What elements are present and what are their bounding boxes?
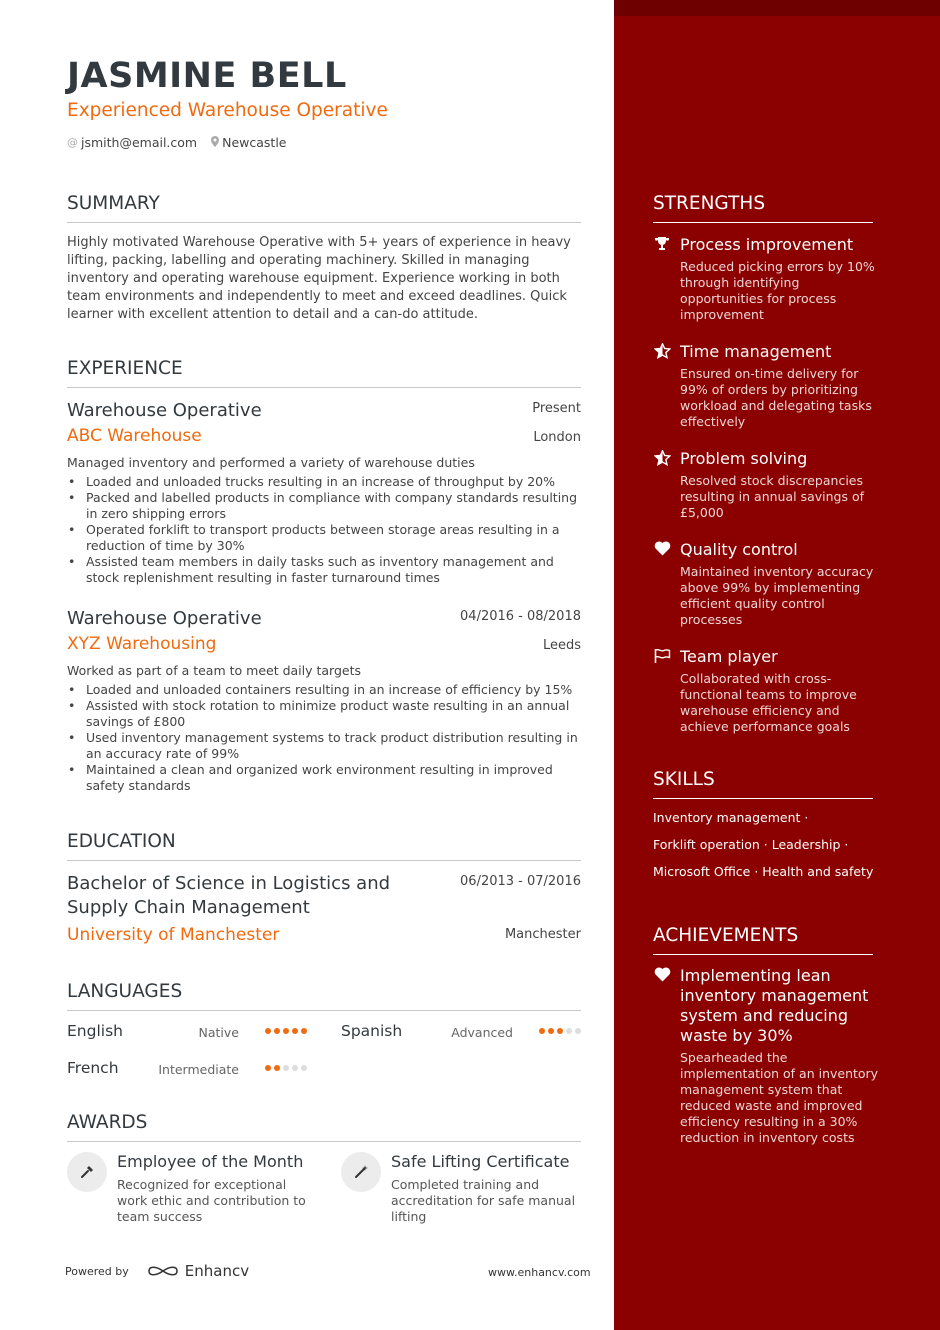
footer-url[interactable]: www.enhancv.com	[488, 1266, 591, 1279]
skill-row: Forklift operation · Leadership ·	[653, 837, 849, 852]
wand-icon	[341, 1152, 381, 1192]
job-company: XYZ Warehousing	[67, 634, 217, 654]
strength-description: Reduced picking errors by 10% through identifying opportunities for process improvement	[680, 259, 875, 322]
job-bullet: • Maintained a clean and organized work environment resulting in improved safety standards	[67, 762, 581, 794]
sidebar-top-band	[614, 0, 940, 16]
awards-heading: AWARDS	[67, 1112, 581, 1142]
job-date: Present	[532, 401, 581, 416]
skills-list	[653, 810, 893, 891]
job-bullet: • Loaded and unloaded trucks resulting in an increase of throughput by 20%	[67, 474, 581, 490]
heart-icon	[653, 541, 671, 560]
edu-degree: Bachelor of Science in Logistics and Supply Chain Management	[67, 873, 391, 918]
award-title: Safe Lifting Certificate	[391, 1152, 570, 1171]
strength-description: Resolved stock discrepancies resulting in annual savings of £5,000	[680, 473, 865, 520]
job-bullet: • Assisted with stock rotation to minimize product waste resulting in an annual savings of £800	[67, 698, 581, 730]
language-name: English	[67, 1022, 123, 1040]
rating-dot-empty	[292, 1065, 298, 1071]
language-rating	[539, 1028, 581, 1034]
strength-description: Maintained inventory accuracy above 99% by implementing efficient quality control processes	[680, 564, 874, 627]
rating-dot-filled	[301, 1028, 307, 1034]
edu-date: 06/2013 - 07/2016	[460, 874, 581, 889]
rating-dot-filled	[557, 1028, 563, 1034]
rating-dot-filled	[283, 1028, 289, 1034]
rating-dot-filled	[539, 1028, 545, 1034]
job-company: ABC Warehouse	[67, 426, 202, 446]
experience-heading: EXPERIENCE	[67, 358, 581, 388]
job-bullet: • Operated forklift to transport products between storage areas resulting in a reduction of time by 30%	[67, 522, 581, 554]
skill-row: Microsoft Office · Health and safety	[653, 864, 874, 879]
achievement-item	[653, 966, 883, 1146]
strength-title: Process improvement	[680, 235, 854, 254]
achievement-description: Spearheaded the implementation of an inventory management system that reduced waste and improved efficiency resulting in a 30% reduction in inventory costs	[680, 1050, 879, 1145]
achievement-title: Implementing lean inventory management system and reducing waste by 30%	[680, 966, 869, 1045]
candidate-title: Experienced Warehouse Operative	[67, 100, 388, 121]
strength-item	[653, 235, 883, 323]
footer-branding	[65, 1262, 249, 1280]
award-item	[341, 1152, 581, 1225]
flag-icon	[653, 648, 671, 668]
rating-dot-filled	[274, 1028, 280, 1034]
enhancv-logo[interactable]	[147, 1262, 249, 1280]
achievements-heading: ACHIEVEMENTS	[653, 925, 873, 955]
strength-title: Team player	[680, 647, 778, 666]
strengths-heading: STRENGTHS	[653, 193, 873, 223]
language-rating	[265, 1065, 307, 1071]
location-pin-icon	[211, 136, 219, 150]
language-name: Spanish	[341, 1022, 403, 1040]
skill-row: Inventory management ·	[653, 810, 809, 825]
location-text: Newcastle	[222, 135, 287, 150]
rating-dot-empty	[301, 1065, 307, 1071]
job-bullet: • Used inventory management systems to track product distribution resulting in an accuracy rate of 99%	[67, 730, 581, 762]
star-half-icon	[653, 343, 671, 363]
summary-heading: SUMMARY	[67, 193, 581, 223]
strength-description: Ensured on-time delivery for 99% of orders by prioritizing workload and delegating tasks effectively	[680, 366, 872, 429]
trophy-icon	[653, 236, 671, 256]
at-icon: @	[67, 136, 78, 149]
rating-dot-filled	[265, 1065, 271, 1071]
sidebar-column	[614, 0, 940, 1330]
language-item	[67, 1022, 307, 1042]
strength-title: Quality control	[680, 540, 798, 559]
language-item	[67, 1059, 307, 1079]
strength-item	[653, 449, 883, 521]
award-description: Recognized for exceptional work ethic and contribution to team success	[117, 1177, 306, 1224]
language-rating	[265, 1028, 307, 1034]
job-bullet: • Packed and labelled products in compliance with company standards resulting in zero shipping errors	[67, 490, 581, 522]
rating-dot-empty	[566, 1028, 572, 1034]
language-level: Advanced	[451, 1025, 513, 1040]
language-name: French	[67, 1059, 119, 1077]
job-location: London	[533, 430, 581, 445]
job-bullet: • Loaded and unloaded containers resulting in an increase of efficiency by 15%	[67, 682, 581, 698]
edu-location: Manchester	[504, 927, 581, 942]
star-half-icon	[653, 450, 671, 470]
language-item	[341, 1022, 581, 1042]
job-location: Leeds	[542, 638, 581, 653]
brand-name: Enhancv	[184, 1262, 250, 1280]
email-text: jsmith@email.com	[81, 135, 198, 150]
language-level: Intermediate	[158, 1062, 239, 1077]
job-date: 04/2016 - 08/2018	[460, 609, 581, 624]
rating-dot-filled	[274, 1065, 280, 1071]
contact-row	[67, 135, 286, 150]
rating-dot-empty	[575, 1028, 581, 1034]
experience-entry	[67, 608, 581, 794]
skills-heading: SKILLS	[653, 769, 873, 799]
languages-heading: LANGUAGES	[67, 981, 581, 1011]
job-description: Managed inventory and performed a variety of warehouse duties	[67, 455, 475, 470]
rating-dot-filled	[292, 1028, 298, 1034]
candidate-name: JASMINE BELL	[67, 56, 347, 96]
award-description: Completed training and accreditation for safe manual lifting	[391, 1177, 576, 1224]
edu-school: University of Manchester	[67, 925, 280, 945]
summary-text: Highly motivated Warehouse Operative with 5+ years of experience in heavy lifting, packing, labelling and operating machinery. Skilled in managing inventory and operating warehouse equipment. Experience working in both team environments and independently to meet and exceed deadlines. Quick learner with excellent attention to detail and a can-do attitude.	[67, 235, 571, 322]
strength-description: Collaborated with cross-functional teams to improve warehouse efficiency and achieve performance goals	[680, 671, 857, 734]
experience-entry	[67, 400, 581, 586]
education-entry	[67, 872, 581, 945]
job-bullet: • Assisted team members in daily tasks such as inventory management and stock replenishment resulting in faster turnaround times	[67, 554, 581, 586]
rating-dot-empty	[283, 1065, 289, 1071]
enhancv-logo-icon	[147, 1263, 179, 1279]
strength-item	[653, 540, 883, 628]
heart-icon	[653, 967, 671, 986]
powered-by-text: Powered by	[65, 1264, 129, 1278]
strength-title: Problem solving	[680, 449, 808, 468]
strength-item	[653, 342, 883, 430]
job-description: Worked as part of a team to meet daily targets	[67, 663, 362, 678]
job-role: Warehouse Operative	[67, 608, 262, 629]
hammer-icon	[67, 1152, 107, 1192]
award-title: Employee of the Month	[117, 1152, 304, 1171]
strength-title: Time management	[680, 342, 832, 361]
strength-item	[653, 647, 883, 735]
job-bullets	[67, 474, 581, 586]
rating-dot-filled	[548, 1028, 554, 1034]
rating-dot-filled	[265, 1028, 271, 1034]
job-role: Warehouse Operative	[67, 400, 262, 421]
award-item	[67, 1152, 307, 1225]
contact-email[interactable]	[67, 135, 197, 150]
education-heading: EDUCATION	[67, 831, 581, 861]
contact-location	[211, 135, 286, 150]
job-bullets	[67, 682, 581, 794]
language-level: Native	[198, 1025, 239, 1040]
